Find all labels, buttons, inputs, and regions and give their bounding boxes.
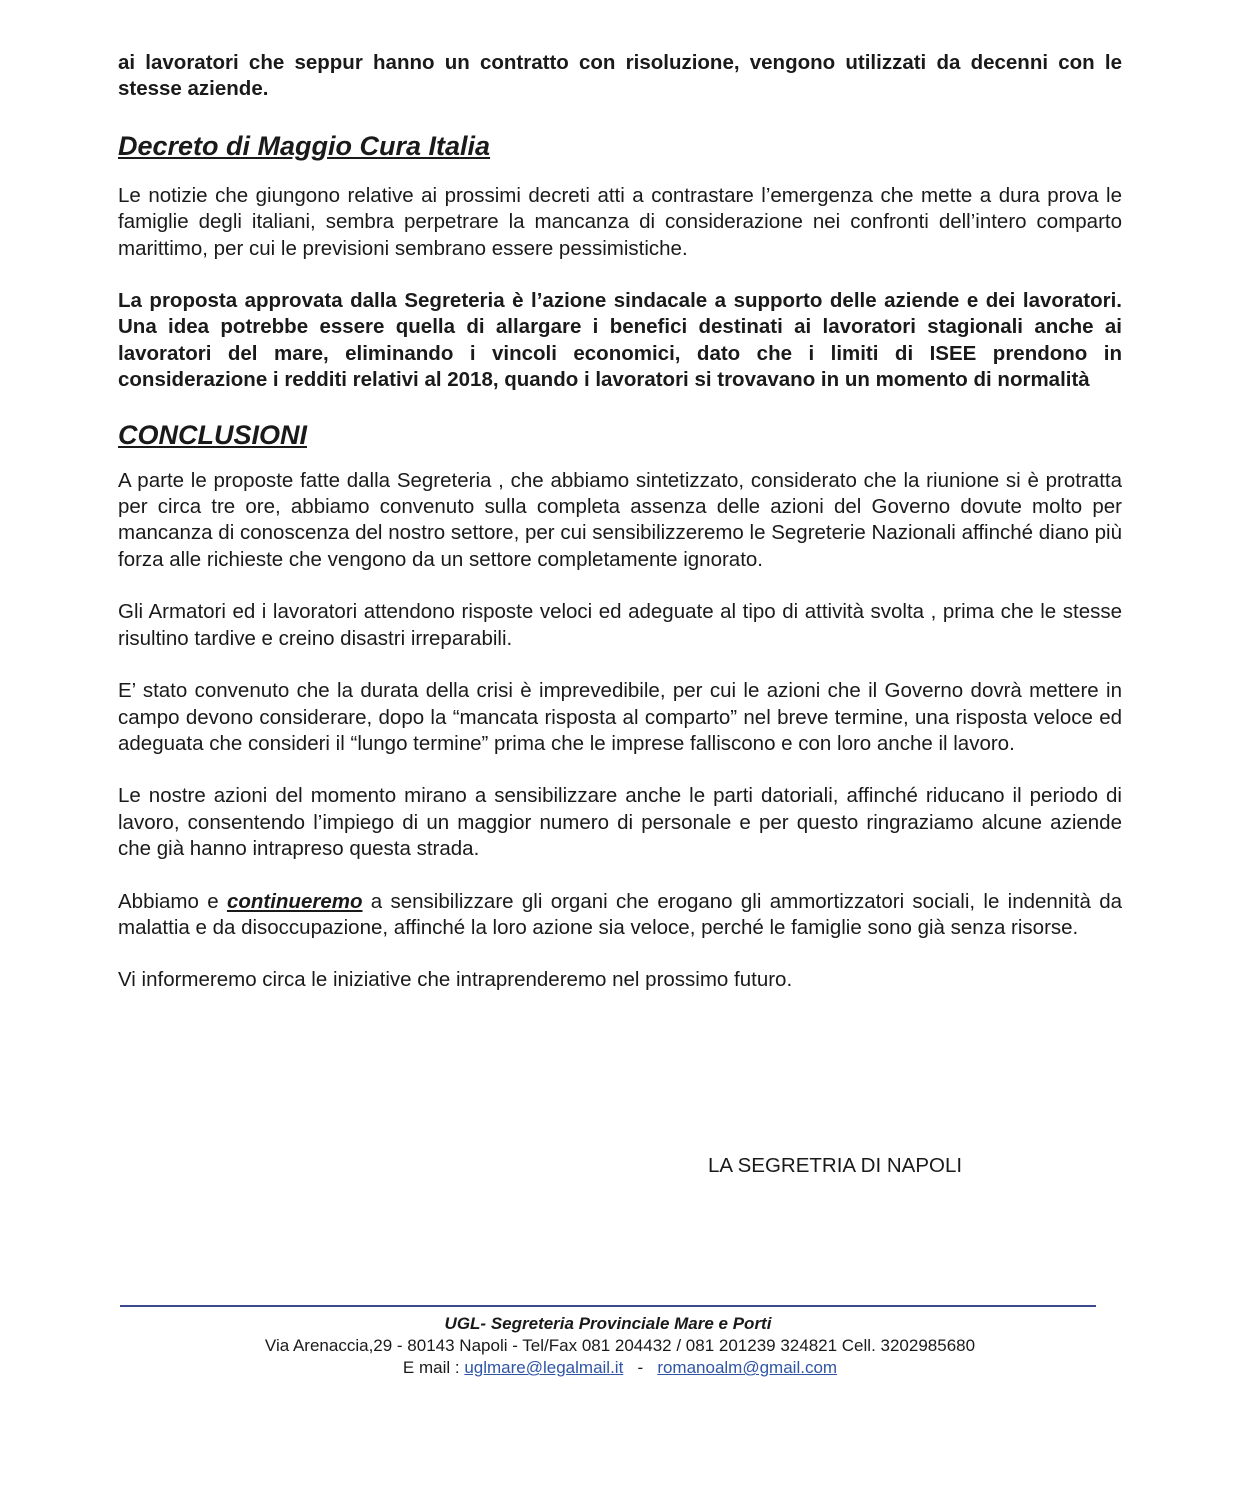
- conclusioni-paragraph-4: Le nostre azioni del momento mirano a sensibilizzare anche le parti datoriali, affinché riducano il periodo di lavoro, consentendo l’impiego di un maggior numero di personale e per questo ringraziamo alcune aziende che già hanno intrapreso questa strada.: [118, 784, 1122, 861]
- email-link-uglmare[interactable]: uglmare@legalmail.it: [464, 1358, 624, 1377]
- heading-conclusioni: CONCLUSIONI: [118, 419, 307, 450]
- conclusioni-paragraph-1: A parte le proposte fatte dalla Segreteria , che abbiamo sintetizzato, considerato che la riunione si è protratta per circa tre ore, abbiamo convenuto sulla completa assenza delle azioni del Governo dovute molto per mancanza di conoscenza del nostro settore, per cui sensibilizzeremo le Segreterie Nazionali affinché diano più forza alle richieste che vengono da un settore completamente ignorato.: [118, 468, 1122, 571]
- conclusioni-paragraph-2: Gli Armatori ed i lavoratori attendono risposte veloci ed adeguate al tipo di attività svolta , prima che le stesse risultino tardive e creino disastri irreparabili.: [118, 600, 1122, 650]
- footer-address: Via Arenaccia,29 - 80143 Napoli - Tel/Fax 081 204432 / 081 201239 324821 Cell. 3202985680: [264, 1336, 976, 1355]
- emphasis-continueremo: continueremo: [226, 889, 363, 913]
- email-link-romanoalm[interactable]: romanoalm@gmail.com: [657, 1358, 838, 1377]
- signature: LA SEGRETRIA DI NAPOLI: [708, 1154, 963, 1177]
- footer-email-line: [120, 1357, 1120, 1379]
- paragraph-5-start: Abbiamo e: [118, 889, 227, 913]
- document-body: [118, 50, 1122, 994]
- email-label: E mail :: [402, 1358, 465, 1377]
- decreto-paragraph-1: Le notizie che giungono relative ai prossimi decreti atti a contrastare l’emergenza che mette a dura prova le famiglie degli italiani, sembra perpetrare la mancanza di considerazione nei confronti dell’intero comparto marittimo, per cui le previsioni sembrano essere pessimistiche.: [118, 183, 1122, 260]
- email-separator: -: [623, 1358, 658, 1377]
- conclusioni-paragraph-3: E’ stato convenuto che la durata della crisi è imprevedibile, per cui le azioni che il Governo dovrà mettere in campo devono considerare, dopo la “mancata risposta al comparto” nel breve termine, una risposta veloce ed adeguata che consideri il “lungo termine” prima che le imprese falliscono e con loro anche il lavoro.: [118, 679, 1122, 755]
- footer-organization: UGL- Segreteria Provinciale Mare e Porti: [444, 1314, 772, 1333]
- intro-paragraph: ai lavoratori che seppur hanno un contratto con risoluzione, vengono utilizzati da decenni con le stesse aziende.: [118, 51, 1122, 101]
- conclusioni-paragraph-6: Vi informeremo circa le iniziative che intraprenderemo nel prossimo futuro.: [118, 968, 793, 992]
- footer-divider: [120, 1305, 1096, 1307]
- paragraph-5-end: a sensibilizzare gli organi che erogano gli ammortizzatori sociali, le indennità da malattia e da disoccupazione, affinché la loro azione sia veloce, perché le famiglie sono già senza risorse.: [118, 889, 1122, 939]
- conclusioni-paragraph-5: [118, 889, 1122, 942]
- heading-decreto: Decreto di Maggio Cura Italia: [118, 130, 491, 161]
- decreto-paragraph-2: La proposta approvata dalla Segreteria è l’azione sindacale a supporto delle aziende e dei lavoratori. Una idea potrebbe essere quella di allargare i benefici destinati ai lavoratori stagionali anche ai lavoratori del mare, eliminando i vincoli economici, dato che i limiti di ISEE prendono in considerazione i redditi relativi al 2018, quando i lavoratori si trovavano in un momento di normalità: [118, 289, 1122, 392]
